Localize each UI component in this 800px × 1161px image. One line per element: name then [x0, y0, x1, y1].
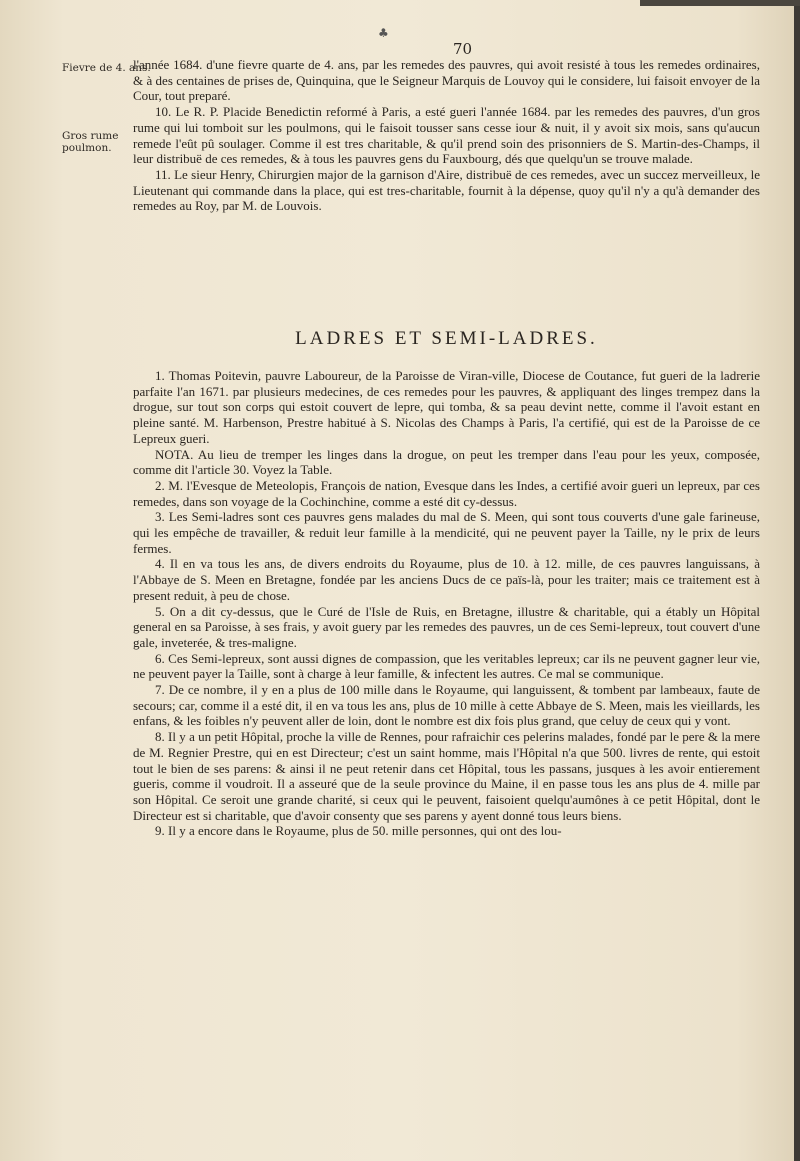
paragraph-3: 3. Les Semi-ladres sont ces pauvres gens malades du mal de S. Meen, qui sont tous couverts d'une gale farineuse, qui les empêche de travailler, & reduit leur famille à la mendicité, qui ne peuvent payer la Taille, ny le prix de leurs fermes.	[133, 509, 760, 556]
paragraph-fievre: l'année 1684. d'une fievre quarte de 4. ans, par les remedes des pauvres, qui avoit resisté à tous les remedes ordinaires, & à des centaines de prises de, Quinquina, que le Seigneur Marquis de Louvoy qui le considere, lui faisoit envoyer de la Cour, tout preparé.	[133, 57, 760, 104]
page-number: 70	[453, 40, 473, 58]
section-heading: LADRES ET SEMI-LADRES.	[295, 328, 598, 349]
paragraph-nota: NOTA. Au lieu de tremper les linges dans la drogue, on peut les tremper dans l'eau pour les yeux, composée, comme dit l'article 30. Voyez la Table.	[133, 446, 760, 478]
paragraph-5: 5. On a dit cy-dessus, que le Curé de l'Isle de Ruis, en Bretagne, illustre & charitable, qui a étably un Hôpital general en sa Paroisse, à ses frais, y avoit guery par les remedes des pauvres, un de ces Semi-lepreux, tout couvert d'une gale, inveterée, & tres-maligne.	[133, 603, 760, 650]
bottom-text-block	[133, 368, 760, 839]
page-top-shadow	[640, 0, 800, 6]
margin-note-fievre: Fievre de 4. ans.	[62, 62, 151, 74]
paragraph-9: 9. Il y a encore dans le Royaume, plus de 50. mille personnes, qui ont des lou-	[155, 823, 562, 839]
paragraph-6: 6. Ces Semi-lepreux, sont aussi dignes de compassion, que les veritables lepreux; car ils ne peuvent gagner leur vie, ne peuvent payer la Taille, sont à charge à leur famille, & infectent les autres. Ce mal se communique.	[133, 650, 760, 682]
margin-note-gros-rume: Gros rume poulmon.	[62, 130, 119, 154]
paragraph-8: 8. Il y a un petit Hôpital, proche la ville de Rennes, pour rafraichir ces pelerins malades, fondé par le pere & la mere de M. Regnier Prestre, qui en est Directeur; c'est un saint homme, mais l'Hôpital n'a que 500. livres de rente, qui estoit tout le bien de ses parens: & ainsi il ne peut retenir dans cet Hôpital, tous les passans, jusques à les avoir entierement gueris, comme il voudroit. Il a asseuré que de la seule province du Maine, il en passe tous les ans plus de 4. mille par son Hôpital. Ce seroit une grande charité, si ceux qui le peuvent, faisoient quelqu'aumônes à ce petit Hôpital, dont le Directeur est si charitable, que d'avoir consenty que ses parens y ayent donné tous leurs biens.	[133, 729, 760, 823]
ornament-mark: ♣	[378, 26, 389, 40]
paragraph-2: 2. M. l'Evesque de Meteolopis, François de nation, Evesque dans les Indes, a certifié avoir gueri un lepreux, par ces remedes, dans son voyage de la Cochinchine, comme a esté dit cy-dessus.	[133, 477, 760, 509]
page-edge-shadow	[794, 0, 800, 1161]
top-text-block	[133, 57, 760, 214]
paragraph-1: 1. Thomas Poitevin, pauvre Laboureur, de la Paroisse de Viran-ville, Diocese de Coutance, fut gueri de la ladrerie parfaite l'an 1671. par plusieurs medecines, de ces remedes pour les pauvres, & appliquant des linges trempez dans la drogue, sur tout son corps qui estoit couvert de lepre, qui tomba, & sa peau devint nette, comme il l'avoit estant en pleine santé. M. Harbenson, Prestre habitué à S. Nicolas des Champs à Paris, l'a certifié, qui est de la Paroisse de ce Lepreux gueri.	[133, 368, 760, 446]
paragraph-7: 7. De ce nombre, il y en a plus de 100 mille dans le Royaume, qui languissent, & tombent par lambeaux, faute de secours; car, comme il a esté dit, il en va tous les ans, plus de 10 mille à cette Abbaye de S. Meen, mais les vieillards, les enfans, & les foibles n'y peuvent aller de loin, dont le nombre est dix fois plus grand, que celuy de ceux qui y vont.	[133, 682, 760, 729]
paragraph-11: 11. Le sieur Henry, Chirurgien major de la garnison d'Aire, distribuë de ces remedes, avec un succez merveilleux, le Lieutenant qui commande dans la place, qui est tres-charitable, fournit à la dépense, quoy qu'il n'y a qu'à demander des remedes au Roy, par M. de Louvois.	[133, 166, 760, 214]
paragraph-10: 10. Le R. P. Placide Benedictin reformé à Paris, a esté gueri l'année 1684. par les remedes des pauvres, d'un gros rume qui lui tomboit sur les poulmons, qui le faisoit tousser sans cesse iour & nuit, il y avoit six mois, sans qu'aucun remede l'eût pû soulager. Comme il est tres charitable, & qu'il prend soin des prisonniers de S. Martin-des-Champs, il leur distribuë de ces remedes, & à tous les pauvres gens du Fauxbourg, dés que quelqu'un se trouve malade.	[133, 104, 760, 167]
paragraph-4: 4. Il en va tous les ans, de divers endroits du Royaume, plus de 10. à 12. mille, de ces pauvres languissans, à l'Abbaye de S. Meen en Bretagne, fondée par les anciens Ducs de ce païs-là, pour les traiter; mais ce traitement est à present reduit, à peu de chose.	[133, 556, 760, 603]
